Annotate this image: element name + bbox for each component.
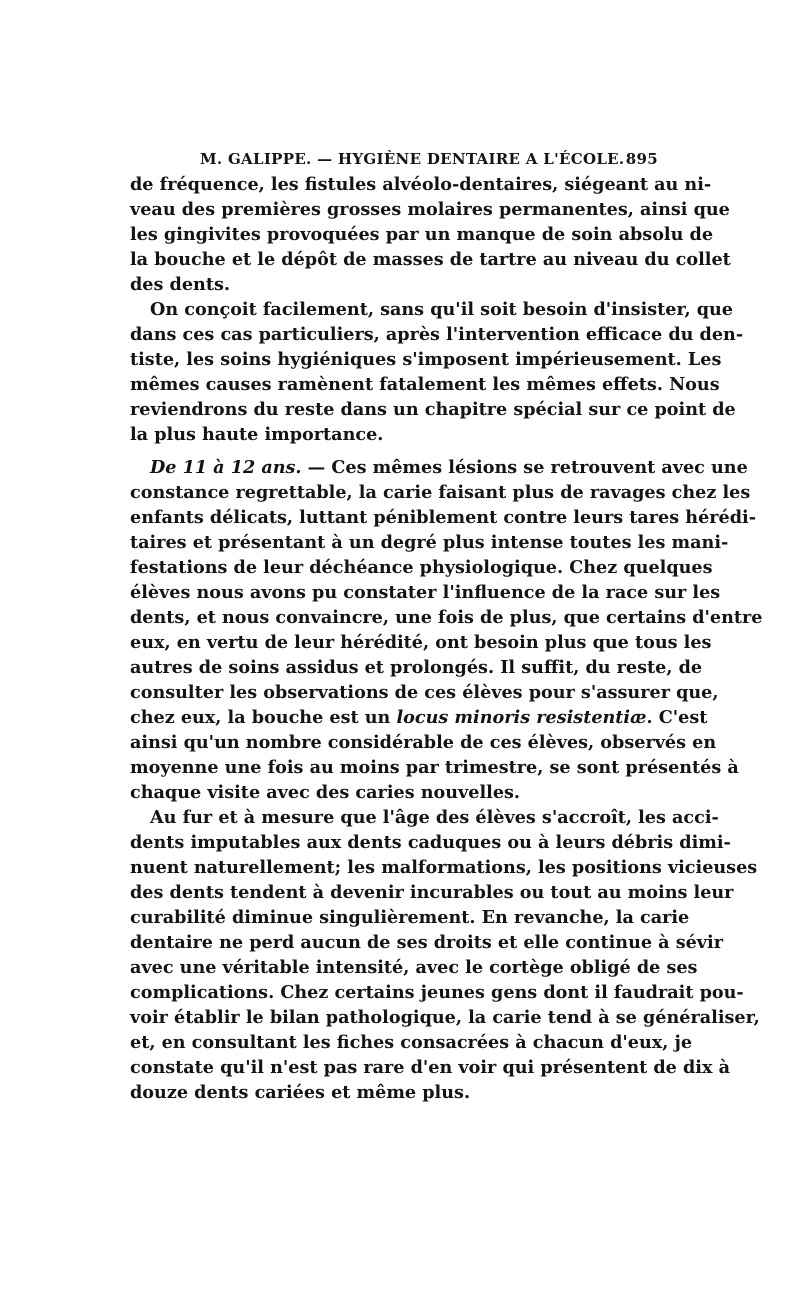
paragraph-gap bbox=[130, 447, 658, 455]
text-line: eux, en vertu de leur hérédité, ont besoin plus que tous les bbox=[130, 632, 712, 653]
text-line bbox=[130, 705, 708, 730]
paragraph-2 bbox=[130, 297, 744, 447]
text-line: taires et présentant à un degré plus intense toutes les mani- bbox=[130, 532, 729, 553]
text-line: complications. Chez certains jeunes gens dont il faudrait pou- bbox=[130, 982, 744, 1003]
section-heading: De 11 à 12 ans. bbox=[150, 457, 302, 478]
text-line: dans ces cas particuliers, après l'intervention efficace du den- bbox=[130, 324, 744, 345]
paragraph-3 bbox=[130, 455, 763, 805]
paragraph-1 bbox=[130, 172, 731, 297]
text-line: la bouche et le dépôt de masses de tartre au niveau du collet bbox=[130, 249, 731, 270]
page-number: 895 bbox=[625, 150, 658, 168]
text-line: les gingivites provoquées par un manque de soin absolu de bbox=[130, 224, 714, 245]
text-line: dents, et nous convaincre, une fois de plus, que certains d'entre bbox=[130, 607, 763, 628]
running-header bbox=[130, 150, 658, 168]
text-line: On conçoit facilement, sans qu'il soit besoin d'insister, que bbox=[150, 299, 733, 320]
text-line: chaque visite avec des caries nouvelles. bbox=[130, 782, 521, 803]
text-line: nuent naturellement; les malformations, les positions vicieuses bbox=[130, 857, 758, 878]
running-title: M. GALIPPE. — HYGIÈNE DENTAIRE A L'ÉCOLE. bbox=[200, 150, 625, 168]
text-line: voir établir le bilan pathologique, la carie tend à se généraliser, bbox=[130, 1007, 760, 1028]
text-line: élèves nous avons pu constater l'influence de la race sur les bbox=[130, 582, 721, 603]
latin-term: locus minoris resistentiæ bbox=[396, 707, 647, 728]
text-line: tiste, les soins hygiéniques s'imposent impérieusement. Les bbox=[130, 349, 722, 370]
text-line: constate qu'il n'est pas rare d'en voir qui présentent de dix à bbox=[130, 1057, 730, 1078]
text-line: des dents tendent à devenir incurables ou tout au moins leur bbox=[130, 882, 734, 903]
text-line: et, en consultant les fiches consacrées à chacun d'eux, je bbox=[130, 1032, 693, 1053]
heading-continuation: — Ces mêmes lésions se retrouvent avec une bbox=[301, 457, 748, 478]
locus-line-end: . C'est bbox=[646, 707, 708, 728]
text-line: de fréquence, les fistules alvéolo-dentaires, siégeant au ni- bbox=[130, 174, 712, 195]
text-line: avec une véritable intensité, avec le cortège obligé de ses bbox=[130, 957, 698, 978]
text-line: curabilité diminue singulièrement. En revanche, la carie bbox=[130, 907, 690, 928]
text-line: la plus haute importance. bbox=[130, 424, 384, 445]
text-line: dents imputables aux dents caduques ou à leurs débris dimi- bbox=[130, 832, 731, 853]
text-line: ainsi qu'un nombre considérable de ces élèves, observés en bbox=[130, 732, 717, 753]
text-line: veau des premières grosses molaires permanentes, ainsi que bbox=[130, 199, 730, 220]
paragraph-4 bbox=[130, 805, 760, 1105]
text-line bbox=[130, 455, 748, 480]
text-line: autres de soins assidus et prolongés. Il suffit, du reste, de bbox=[130, 657, 703, 678]
text-line: festations de leur déchéance physiologique. Chez quelques bbox=[130, 557, 713, 578]
text-line: consulter les observations de ces élèves pour s'assurer que, bbox=[130, 682, 719, 703]
text-line: constance regrettable, la carie faisant plus de ravages chez les bbox=[130, 482, 751, 503]
text-line: enfants délicats, luttant péniblement contre leurs tares hérédi- bbox=[130, 507, 757, 528]
book-page bbox=[130, 150, 763, 1105]
text-line: dentaire ne perd aucun de ses droits et elle continue à sévir bbox=[130, 932, 723, 953]
text-line: Au fur et à mesure que l'âge des élèves s'accroît, les acci- bbox=[150, 807, 719, 828]
text-line: douze dents cariées et même plus. bbox=[130, 1082, 471, 1103]
text-line: moyenne une fois au moins par trimestre, se sont présentés à bbox=[130, 757, 739, 778]
text-line: des dents. bbox=[130, 274, 230, 295]
text-line: reviendrons du reste dans un chapitre spécial sur ce point de bbox=[130, 399, 736, 420]
text-line: mêmes causes ramènent fatalement les mêmes effets. Nous bbox=[130, 374, 720, 395]
locus-line-start: chez eux, la bouche est un bbox=[130, 707, 397, 728]
